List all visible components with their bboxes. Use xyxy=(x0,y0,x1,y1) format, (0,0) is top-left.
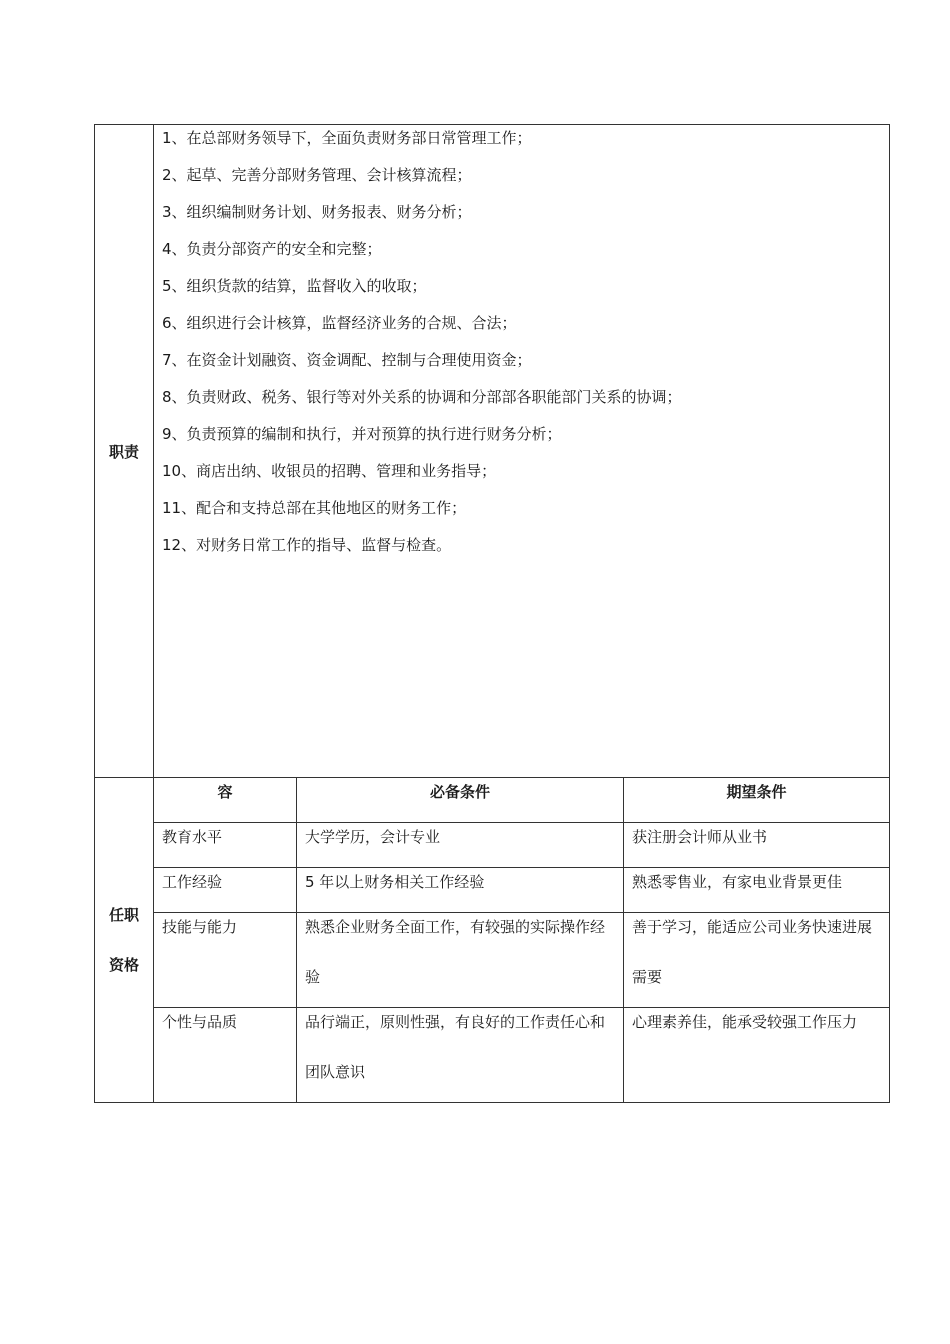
duty-item: 8、负责财政、税务、银行等对外关系的协调和分部部各职能部门关系的协调； xyxy=(162,388,682,406)
qualifications-label xyxy=(95,778,154,1103)
qualifications-table xyxy=(154,778,889,1102)
header-preferred: 期望条件 xyxy=(624,778,890,823)
duty-item: 12、对财务日常工作的指导、监督与检查。 xyxy=(162,536,452,554)
row-required xyxy=(297,913,624,1008)
duty-item: 1、在总部财务领导下，全面负责财务部日常管理工作； xyxy=(162,129,532,147)
table-row xyxy=(154,913,889,1008)
qualifications-label-line2: 资格 xyxy=(108,956,139,974)
duty-item: 4、负责分部资产的安全和完整； xyxy=(162,240,382,258)
row-preferred: 熟悉零售业，有家电业背景更佳 xyxy=(624,868,890,913)
row-item-text: 技能与能力 xyxy=(162,918,238,936)
duties-row xyxy=(95,125,890,778)
duty-item: 2、起草、完善分部财务管理、会计核算流程； xyxy=(162,166,472,184)
row-required-text: 熟悉企业财务全面工作，有较强的实际操作经验 xyxy=(305,918,606,986)
header-content: 容 xyxy=(154,778,297,823)
row-item xyxy=(154,1008,297,1103)
row-item: 教育水平 xyxy=(154,823,297,868)
qualifications-row xyxy=(95,778,890,1103)
duties-cell xyxy=(154,125,890,778)
row-item-text: 个性与品质 xyxy=(162,1013,238,1031)
table-row xyxy=(154,823,889,868)
duty-item: 7、在资金计划融资、资金调配、控制与合理使用资金； xyxy=(162,351,532,369)
duty-item: 10、商店出纳、收银员的招聘、管理和业务指导； xyxy=(162,462,497,480)
row-required xyxy=(297,1008,624,1103)
duty-item: 9、负责预算的编制和执行，并对预算的执行进行财务分析； xyxy=(162,425,562,443)
qualifications-header-row xyxy=(154,778,889,823)
job-description-table xyxy=(94,124,890,1103)
row-required: 大学学历，会计专业 xyxy=(297,823,624,868)
row-preferred-text: 善于学习，能适应公司业务快速进展需要 xyxy=(632,918,873,986)
duty-item: 5、组织货款的结算，监督收入的收取； xyxy=(162,277,427,295)
qualifications-label-line1: 任职 xyxy=(108,906,139,924)
duties-label: 职责 xyxy=(95,125,154,778)
duty-item: 3、组织编制财务计划、财务报表、财务分析； xyxy=(162,203,472,221)
row-required-text: 品行端正，原则性强，有良好的工作责任心和团队意识 xyxy=(305,1013,606,1081)
row-item xyxy=(154,913,297,1008)
header-required: 必备条件 xyxy=(297,778,624,823)
row-required: 5 年以上财务相关工作经验 xyxy=(297,868,624,913)
row-item: 工作经验 xyxy=(154,868,297,913)
row-preferred: 获注册会计师从业书 xyxy=(624,823,890,868)
row-preferred-text: 心理素养佳，能承受较强工作压力 xyxy=(632,1013,858,1031)
table-row xyxy=(154,1008,889,1103)
duty-item: 6、组织进行会计核算，监督经济业务的合规、合法； xyxy=(162,314,517,332)
row-preferred xyxy=(624,1008,890,1103)
duties-list xyxy=(162,115,881,569)
row-preferred xyxy=(624,913,890,1008)
duty-item: 11、配合和支持总部在其他地区的财务工作； xyxy=(162,499,467,517)
qualifications-cell xyxy=(154,778,890,1103)
